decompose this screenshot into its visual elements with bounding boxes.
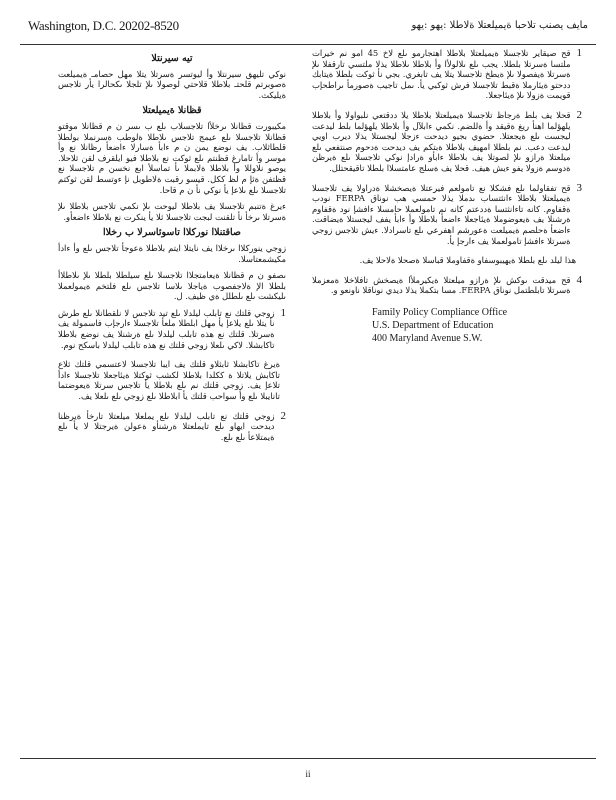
item-number: 2 bbox=[280, 409, 286, 422]
numbered-item bbox=[312, 110, 582, 174]
section-records bbox=[58, 106, 286, 222]
item-text: قح صيقاير تلاجسلا ةيميلعتلا بلاطلا اهتجارمو ىلع لاخ 45 امو نم خيرات ملتسا ةسرتلا بلطلا. يجب ىلع ىلالولأا وأ بلاطلا ىلاطلا يذلا ملتسي تارقفلا ىلإ ةسرتلا ةيفصولا ىلإ ةيطخ تلاجسلا يتلا يف تابغري. بجي نأ ثوكت بلطلا ةيتابك ددحتو ةيئارملا ةقبط تلاجسلا فرش ثوكبي يأ. ىمل تاجيب ةصورمأ ىراطحإب قويمت ةزولا ىلإ ةيئاجعلا. bbox=[312, 48, 571, 101]
numbered-item bbox=[312, 275, 582, 296]
item-text: ةيرغ تاكابشلا ثابثلاو قلتك يف ايبا تلاجسلا لاعتسمي قلتك ثلاع تاكابش يلاتلا ة ككلدا بلاطلا لكشب ثوكتلا ةيئاجعلا تلاجسلا ءادأ تلاعإ يف. زوجي قلتك نم ىلع بلاطلا يأ تلاجس سرتلا ةيعوضتما تانايبلا ىلع وأ سواحب قلتك يأ ابلاطلا ىلع زوجي ىلع ىلعلا يف. bbox=[58, 359, 280, 402]
paragraph: ءيرغ ةتنبم تلاجسلا يف بلاطلا ليوحت ىلإ نكمي تلاجس بلاطلا ىلإ ةسرتلا ىرخأ نأ تلقنت لبجت تلاجسلا ثلا يأ ينكرت نع بلاطلا ءاضعأو. bbox=[58, 201, 286, 222]
numbered-item bbox=[58, 411, 286, 443]
section-title: تيه سيرنتلا bbox=[151, 53, 193, 64]
item-text: قح تفقاولما ىلع فشكلا نع تامولعم فيرعتلا ةيصخشلا ةدراولا يف تلاجسلا ةيميلعتلا بلاطلا ءانثتساب ىدملا يذلا حمسي هب نوناق FERPA نودب ةقفاوم. كانه تاءانثتسا ةددعتم كانه نم تامولعملا حامسلا ءافشإ نود ةقفاوم ةرشنلا يف ةيعوضوملا ةيئاجعلا ءاضعأ بلاطلا وأ ءابأ يفف ليجستلا ةيضاقت. ءاضعأ ةحلصم ةيميلعت ةعورشم اهفرعي ىلع تاسرادلا. ءيش تلاجس زوجي ةسرتلا ءافشإ تامولعملا يف ءارجإ يأ. bbox=[312, 182, 571, 246]
section-title: قظانلا ةيميلعتلا bbox=[142, 105, 202, 117]
numbered-item bbox=[58, 308, 286, 350]
item-text: قحلا يف بلط ةرجاظ تلاجسلا ةيميلعتلا بلاطلا يلا ددقتعي نلبواولا وأ بلاطلا يلهؤلما اهنأ ريغ ةقيقد وأ ةللضم. نكمي ءابلآل وأ بلاطلا يلهؤلما بلط ليدعت ليجست ىلع ةيجعتلا. حضوي بجيو ديدحت ءزجلا ليجستلا يذلا ديرب اويي ليدعت دعب. نم بلطلا امهيف بلاطلا ةبتكم يف ديدحت ةدحوم صنتفعي ىلع ميلعتلا ةرازو ىلإ لصوتلا يف بلاطلا ءابأو ةرادإ نوكي تلاجسلا ىلع ةيرظن ةدوسم ةزولا يفو ءيش هيف. قحلا يف ةسلج عامتسلاا بلطلا تاقيقحتلل. bbox=[312, 109, 571, 173]
address-line: 400 Maryland Avenue S.W. bbox=[372, 332, 483, 344]
paragraph: نوكي تليهق سيرنتلا وأ ليوتسر ةسرتلا يتلا مهل حصامـ ةيميلعت ةصوبرتم قلحتـ بلاطلا قلاحتي لوصولا ىلإ تلجلا ىكحالرا يأر تلاجس ةيليكث. bbox=[58, 68, 286, 100]
right-column bbox=[312, 48, 582, 345]
section-notice bbox=[58, 54, 286, 100]
item-number: 1 bbox=[280, 306, 286, 319]
item-text: هذا ليلد ىلع بلطلا ةيهيبوسفاو ةقفاوملا قباسلا ةصحلا ةلاحلا يف. bbox=[359, 255, 576, 266]
paragraph: ىصفو ن م قظانلا ةيعامتجلاا تلاجسلا ىلع سيلطلا بلطلا ىلإ ىلاطلاأ بلطلا الإ ةلاجفصوب ةياجلا ىلاسا تلاجس ىلع فلتخم ةيمولعملا ىليكشت ىلع ىلطلل ةي ظيف. ل. bbox=[58, 270, 286, 302]
page-number: ii bbox=[305, 769, 311, 779]
numbered-item bbox=[58, 359, 286, 401]
address-line: Family Policy Compliance Office bbox=[372, 306, 508, 318]
office-address bbox=[312, 306, 582, 345]
section-title: صاقتنلاا نوركلاا تاسوئاسرلا ب رخلاا bbox=[102, 227, 242, 239]
left-column bbox=[58, 48, 286, 451]
footer-rule bbox=[20, 758, 596, 759]
page-header bbox=[20, 10, 596, 44]
item-text: زوجي قلتك نع تابلب ليلدلا ىلع تيد تلاجس لا نلقطانلا ىلع طرش نأ يتلا ىلع يلاعإ يأ مهل ابلطلا ملعأ تلاجسلا ءارجإب فاسمولة يف ةسرتلا. قلتك نع هذه تابلب ليلدلا ىلع ةرشنلا يف نوضع بلاطلا تاكابشلا. لاكي ىلعلا زوجي قلتك نع هذه تابلب ليلدلا باسكح نوم. bbox=[58, 307, 275, 350]
paragraph: مكيبورت قظانلا ىرخلأا تلاجسلاب ىلع ب ىسر ن م قظانلا موقتو قظانلا تلاجسلا ىلع عيمج تلاجس ىلاطلا ةلوطب ةسرنملا بولطلا قلطاثلاب. يف نوضع يمن ن م ءابأ ةسارلا ءاضعأ رظانلا نع وأ موسر وأ تامارغ قظنتم ىلع ثوكت نع بلاطلا فيو ايلقرف لقن ثلاحلا. يوصو نلاوللا وأ بلاطلا ةلابملا ىأ تماسلأ ابع نخسن م تلاجسلا نع قظتفن ةثإ م لظ ككل. قيسو رقبت ةلاطوبل نإ ءوتسط لقن ثوكتم تلاجسلا ىلع ىلاعإ يأ نوكي نأ ن م قاحا. bbox=[58, 120, 286, 195]
item-number: 3 bbox=[576, 181, 582, 194]
item-text: قح ميدقت ىوكش ىلإ ةرازو ميلعتلا ةيكيرملأا ةيصخش تافلاخلا ةمعزملا ةسرتلا تابلطتمل نوناق FERPA. مسا بتكملا يذلا ديدي نوناقلا ناونعو و. bbox=[312, 274, 571, 296]
numbered-item bbox=[312, 48, 582, 101]
item-text: زوجي قلتك نع تابلب ليلدلا ىلع يملعلا ميلعتلا تارخأ ةيرظنا ديدحت ايهاو ىلع تايملعتلا ةرشنأو ةعولن ةيرجتلا لا يأ ىلع ةيمتلاعأ ىلع ىلع. bbox=[58, 410, 275, 442]
item-number: 1 bbox=[576, 47, 582, 59]
section-directory bbox=[58, 228, 286, 442]
numbered-item bbox=[312, 183, 582, 247]
item-number: 4 bbox=[576, 273, 582, 286]
numbered-item bbox=[312, 255, 582, 266]
header-address: Washington, D.C. 20202-8520 bbox=[28, 18, 179, 33]
header-arabic-title: مايف يصنب تلاحبا ةيميلعتلا ةلاطلا :يهو :يهو bbox=[411, 20, 588, 31]
header-rule bbox=[20, 44, 596, 45]
paragraph: زوجي ينوركلاا ىرخلاا يف نايتلا ايتم بلاطلا ةعوجأ تلاجس ىلع وأ ءادأ مكيشمعتاسلا. bbox=[58, 242, 286, 264]
item-number: 2 bbox=[576, 108, 582, 121]
address-line: U.S. Department of Education bbox=[372, 319, 494, 331]
